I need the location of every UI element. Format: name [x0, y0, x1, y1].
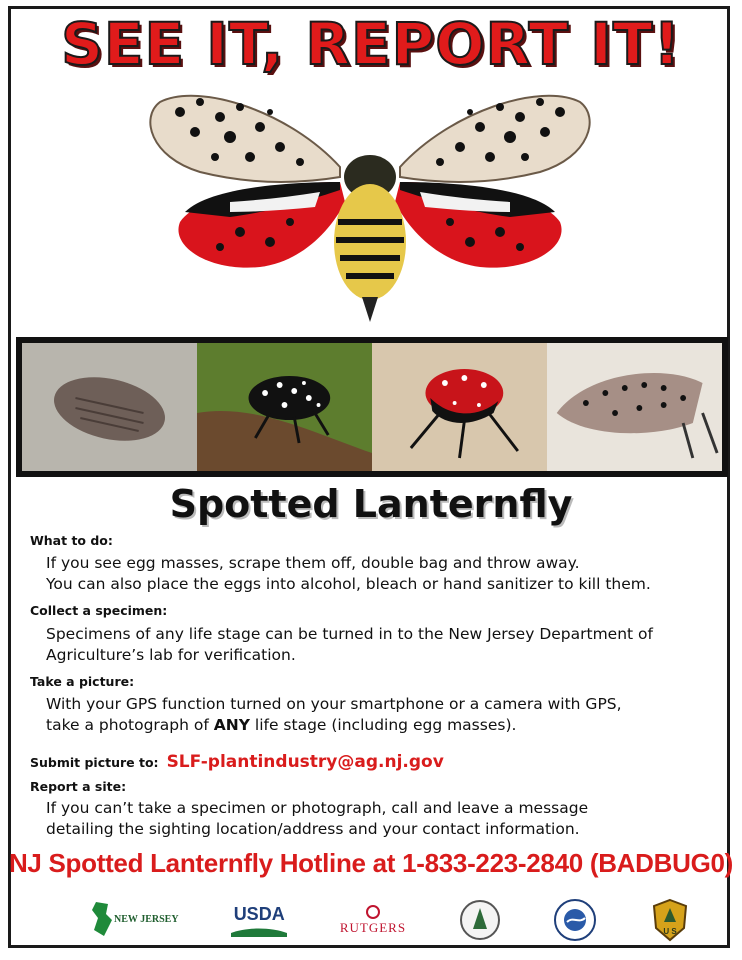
rutgers-logo-text: RUTGERS	[339, 920, 407, 935]
life-stage-strip	[16, 337, 728, 477]
take-picture-line-2	[46, 715, 726, 735]
partner-logos	[90, 896, 690, 944]
take-picture-line-2-after: life stage (including egg masses).	[249, 716, 517, 734]
what-to-do-line-1: If you see egg masses, scrape them off, double bag and throw away.	[46, 554, 580, 572]
section-label-what-to-do: What to do:	[30, 533, 113, 548]
usda-logo	[231, 904, 287, 937]
headline: SEE IT, REPORT IT!	[61, 10, 681, 78]
forestry-seal-icon	[459, 899, 501, 941]
collect-specimen-line-2: Agriculture’s lab for verification.	[46, 646, 296, 664]
adult-wings-closed-image	[547, 343, 722, 471]
section-label-report-site: Report a site:	[30, 779, 127, 794]
aphis-seal-icon	[553, 898, 597, 942]
black-nymph-image	[197, 343, 372, 471]
report-site-line-2: detailing the sighting location/address and your contact information.	[46, 820, 580, 838]
submit-email-link[interactable]: SLF-plantindustry@ag.nj.gov	[166, 752, 444, 772]
egg-mass-image	[22, 343, 197, 471]
report-site-line-1: If you can’t take a specimen or photograph, call and leave a message	[46, 799, 589, 817]
take-picture-line-2-before: take a photograph of	[46, 716, 214, 734]
nj-agriculture-logo	[90, 900, 179, 940]
collect-specimen-line-1: Specimens of any life stage can be turned in to the New Jersey Department of	[46, 625, 653, 643]
submit-picture-row	[30, 752, 444, 772]
nj-state-shape-icon	[90, 900, 114, 940]
what-to-do-line-2: You can also place the eggs into alcohol, bleach or hand sanitizer to kill them.	[46, 575, 651, 593]
section-label-collect-specimen: Collect a specimen:	[30, 603, 168, 618]
forest-service-text: U S	[663, 927, 677, 936]
section-label-submit-picture: Submit picture to:	[30, 755, 159, 770]
forest-service-shield-icon	[650, 898, 690, 942]
rutgers-logo	[340, 904, 406, 936]
take-picture-any-emphasis: ANY	[213, 716, 250, 734]
usda-aphis-seal	[553, 898, 597, 942]
nj-logo-text: NEW JERSEY	[114, 914, 179, 925]
take-picture-line-1: With your GPS function turned on your smartphone or a camera with GPS,	[46, 695, 622, 713]
forest-service-badge	[650, 898, 690, 942]
page-title: Spotted Lanternfly	[169, 482, 573, 526]
usda-logo-text: USDA	[233, 903, 285, 924]
red-nymph-image	[372, 343, 547, 471]
nj-forestry-seal	[459, 899, 501, 941]
usda-field-icon	[231, 925, 287, 937]
lanternfly-adult-image	[140, 72, 600, 332]
rutgers-emblem-icon	[365, 904, 381, 920]
section-label-take-picture: Take a picture:	[30, 674, 135, 689]
hotline-text: NJ Spotted Lanternfly Hotline at 1-833-223-2840 (BADBUG0)	[8, 848, 734, 878]
